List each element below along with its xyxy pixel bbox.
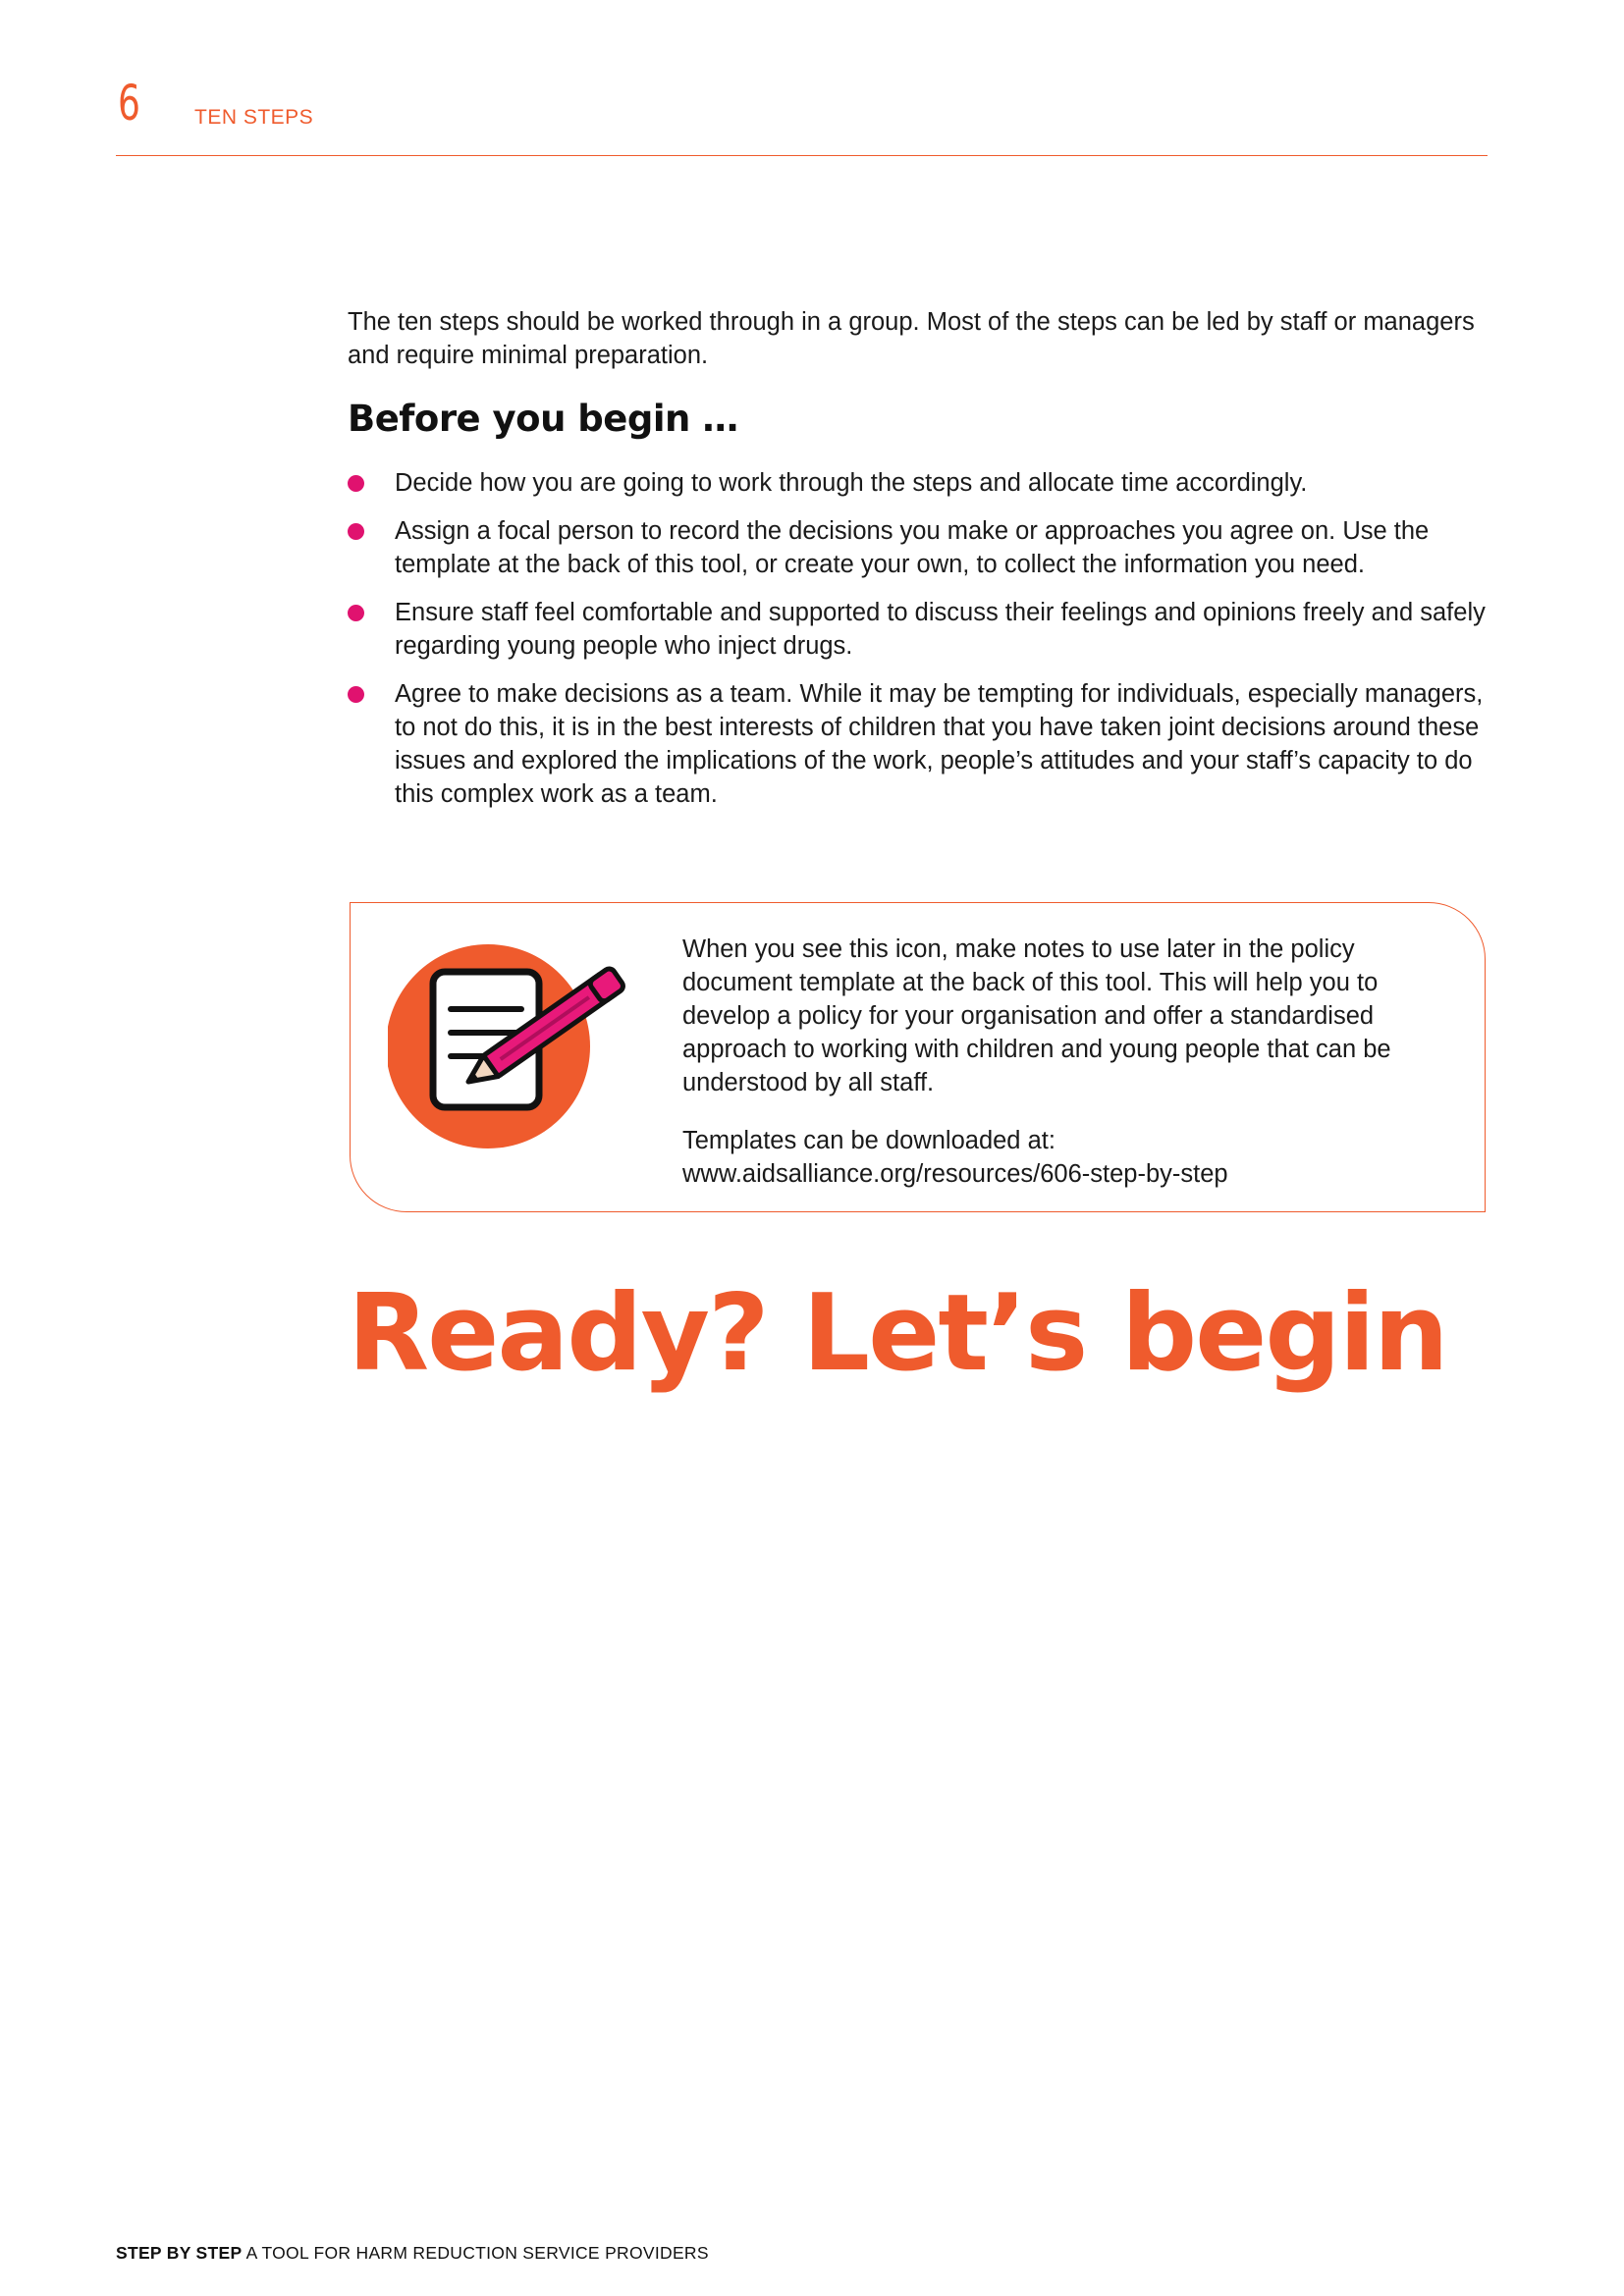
download-link[interactable]: www.aidsalliance.org/resources/606-step-by-step xyxy=(682,1160,1228,1188)
list-item xyxy=(348,514,1496,581)
header-rule xyxy=(116,155,1488,156)
list-item-text: Agree to make decisions as a team. While it may be tempting for individuals, especially managers, to not do this, it is in the best interests of children that you have taken joint decisions around these issues and explored the implications of the work, people’s attitudes and your staff’s capacity to do this complex work as a team. xyxy=(395,680,1484,808)
page-number: 6 xyxy=(118,75,140,132)
footer-subtitle: A TOOL FOR HARM REDUCTION SERVICE PROVIDERS xyxy=(242,2243,709,2263)
intro-paragraph: The ten steps should be worked through in a group. Most of the steps can be led by staff or managers and require minimal preparation. xyxy=(348,308,1475,369)
closing-title: Ready? Let’s begin xyxy=(348,1272,1447,1395)
notes-pencil-icon xyxy=(388,942,633,1150)
list-item xyxy=(348,466,1496,500)
notes-callout-box xyxy=(350,902,1486,1212)
bullet-dot-icon xyxy=(348,605,364,621)
list-item-text: Decide how you are going to work through the steps and allocate time accordingly. xyxy=(395,469,1308,497)
before-you-begin-list xyxy=(348,466,1496,826)
page-footer xyxy=(116,2243,709,2264)
bullet-dot-icon xyxy=(348,523,364,540)
footer-publication-title: STEP BY STEP xyxy=(116,2243,243,2263)
download-label: Templates can be downloaded at: xyxy=(682,1127,1056,1154)
list-item xyxy=(348,596,1496,663)
list-item-text: Ensure staff feel comfortable and supported to discuss their feelings and opinions freely and safely regarding young people who inject drugs. xyxy=(395,599,1486,660)
bullet-dot-icon xyxy=(348,686,364,703)
list-item-text: Assign a focal person to record the decisions you make or approaches you agree on. Use the template at the back of this tool, or create your own, to collect the information you need. xyxy=(395,517,1430,578)
list-item xyxy=(348,677,1496,811)
bullet-dot-icon xyxy=(348,475,364,492)
section-label: TEN STEPS xyxy=(194,106,314,129)
callout-text: When you see this icon, make notes to use later in the policy document template at the back of this tool. This will help you to develop a policy for your organisation and offer a standardised approach to working with children and young people that can be understood by all staff. xyxy=(682,935,1391,1096)
before-you-begin-heading: Before you begin … xyxy=(348,398,738,440)
